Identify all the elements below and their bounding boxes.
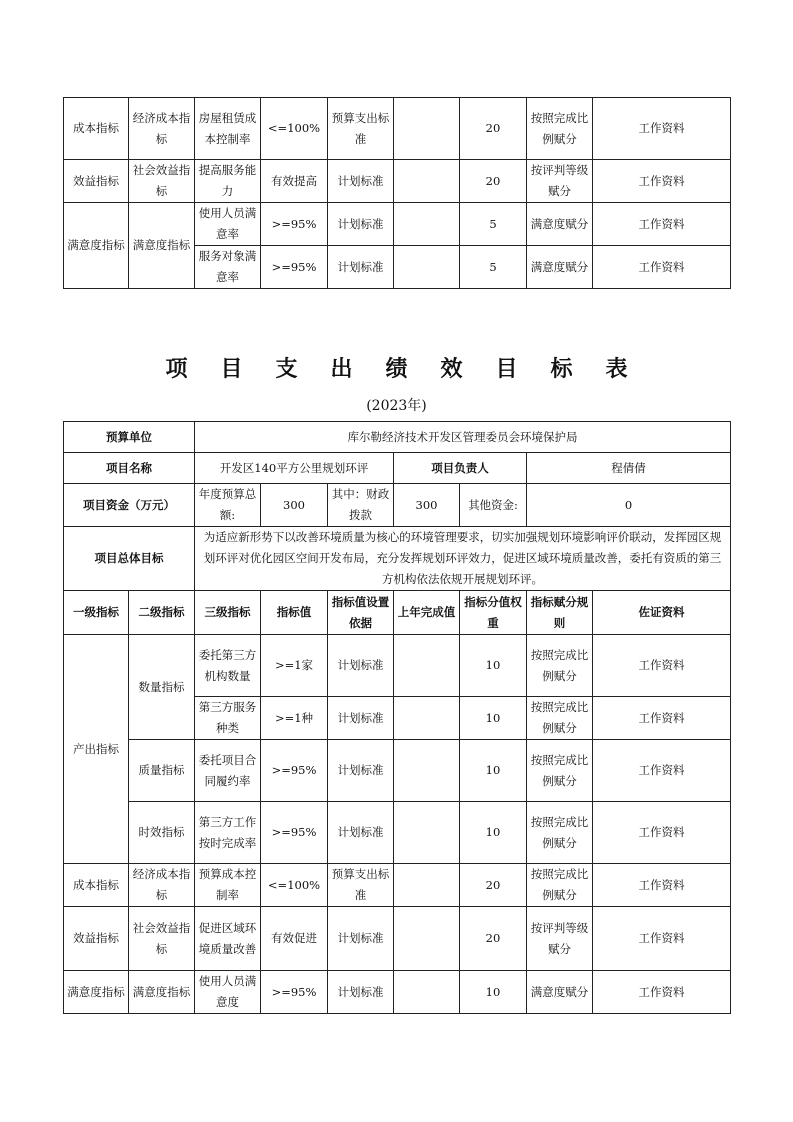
header-cell: 三级指标 (195, 591, 261, 635)
fiscal-value: 300 (394, 484, 460, 527)
cell: 第三方服务种类 (195, 697, 261, 740)
cell: 工作资料 (593, 246, 731, 289)
level2-cell: 数量指标 (129, 635, 195, 740)
cell: 工作资料 (593, 160, 731, 203)
header-cell: 指标值 (261, 591, 328, 635)
cell: >=95% (261, 802, 328, 864)
header-cell: 佐证资料 (593, 591, 731, 635)
table-row (64, 527, 731, 591)
cell: 满意度指标 (64, 971, 129, 1014)
cell: 工作资料 (593, 98, 731, 160)
cell: >=1家 (261, 635, 328, 697)
cell: 满意度赋分 (527, 971, 593, 1014)
cell: 使用人员满意度 (195, 971, 261, 1014)
cell: 效益指标 (64, 160, 129, 203)
cell: 10 (460, 697, 527, 740)
cell (394, 802, 460, 864)
header-cell: 指标分值权重 (460, 591, 527, 635)
level2-cell: 质量指标 (129, 740, 195, 802)
cell: 计划标准 (328, 907, 394, 971)
cell: 预算支出标准 (328, 864, 394, 907)
cell (394, 907, 460, 971)
level2-cell: 时效指标 (129, 802, 195, 864)
cell: 按照完成比例赋分 (527, 98, 593, 160)
table-row (64, 203, 731, 246)
cell: 效益指标 (64, 907, 129, 971)
cell (394, 971, 460, 1014)
cell: 满意度指标 (64, 203, 129, 289)
cell: 20 (460, 160, 527, 203)
cell (394, 246, 460, 289)
cell: 计划标准 (328, 740, 394, 802)
cell: 提高服务能力 (195, 160, 261, 203)
cell: >=95% (261, 971, 328, 1014)
cell (394, 98, 460, 160)
project-lead-label: 项目负责人 (394, 453, 527, 484)
funds-label: 项目资金（万元） (64, 484, 195, 527)
cell: 10 (460, 971, 527, 1014)
cell: 计划标准 (328, 802, 394, 864)
table-row (64, 160, 731, 203)
table-row (64, 635, 731, 697)
table-row (64, 453, 731, 484)
level1-cell: 产出指标 (64, 635, 129, 864)
table-row (64, 740, 731, 802)
table-row (64, 907, 731, 971)
goal-text: 为适应新形势下以改善环境质量为核心的环境管理要求，切实加强规划环境影响评价联动，发挥园区规划环评对优化园区空间开发布局，充分发挥规划环评效力，促进区域环境质量改善，委托有资质的第三方机构依法依规开展规划环评。 (195, 527, 731, 591)
cell: 委托第三方机构数量 (195, 635, 261, 697)
cell: 社会效益指标 (129, 907, 195, 971)
cell: >=95% (261, 246, 328, 289)
header-cell: 指标赋分规则 (527, 591, 593, 635)
cell: 工作资料 (593, 802, 731, 864)
cell: 计划标准 (328, 635, 394, 697)
annual-budget-value: 300 (261, 484, 328, 527)
cell: 满意度指标 (129, 203, 195, 289)
cell (394, 635, 460, 697)
continued-table (63, 97, 731, 289)
cell: 工作资料 (593, 203, 731, 246)
cell: 成本指标 (64, 864, 129, 907)
cell: 经济成本指标 (129, 864, 195, 907)
cell: 工作资料 (593, 907, 731, 971)
cell: 满意度赋分 (527, 246, 593, 289)
cell: 工作资料 (593, 740, 731, 802)
cell: 经济成本指标 (129, 98, 195, 160)
cell: <=100% (261, 98, 328, 160)
cell: >=95% (261, 740, 328, 802)
cell: 工作资料 (593, 697, 731, 740)
cell: 有效促进 (261, 907, 328, 971)
year-subtitle: (2023年) (366, 398, 427, 414)
cell: 20 (460, 864, 527, 907)
cell: 10 (460, 740, 527, 802)
cell: 按照完成比例赋分 (527, 740, 593, 802)
table-row (64, 484, 731, 527)
other-funds-label: 其他资金: (460, 484, 527, 527)
cell: 促进区域环境质量改善 (195, 907, 261, 971)
cell: 委托项目合同履约率 (195, 740, 261, 802)
cell (394, 160, 460, 203)
cell: 预算支出标准 (328, 98, 394, 160)
cell: 满意度赋分 (527, 203, 593, 246)
cell: 工作资料 (593, 971, 731, 1014)
cell: >=1种 (261, 697, 328, 740)
cell: 预算成本控制率 (195, 864, 261, 907)
table-row (64, 422, 731, 453)
cell: <=100% (261, 864, 328, 907)
cell: 10 (460, 635, 527, 697)
cell: >=95% (261, 203, 328, 246)
cell: 5 (460, 246, 527, 289)
cell: 计划标准 (328, 203, 394, 246)
fiscal-label: 其中：财政拨款 (328, 484, 394, 527)
budget-unit-value: 库尔勒经济技术开发区管理委员会环境保护局 (195, 422, 731, 453)
cell: 20 (460, 907, 527, 971)
cell: 按评判等级赋分 (527, 160, 593, 203)
cell: 计划标准 (328, 246, 394, 289)
cell: 5 (460, 203, 527, 246)
annual-budget-label: 年度预算总额: (195, 484, 261, 527)
header-cell: 二级指标 (129, 591, 195, 635)
other-funds-value: 0 (527, 484, 731, 527)
table-row (64, 971, 731, 1014)
table-row (64, 802, 731, 864)
header-cell: 指标值设置依据 (328, 591, 394, 635)
cell: 按照完成比例赋分 (527, 635, 593, 697)
page-title: 项目支出绩效目标表 (165, 357, 661, 382)
cell: 工作资料 (593, 864, 731, 907)
project-name-label: 项目名称 (64, 453, 195, 484)
cell: 社会效益指标 (129, 160, 195, 203)
cell: 服务对象满意率 (195, 246, 261, 289)
cell (394, 203, 460, 246)
cell: 第三方工作按时完成率 (195, 802, 261, 864)
cell (394, 740, 460, 802)
project-lead-value: 程倩倩 (527, 453, 731, 484)
header-cell: 上年完成值 (394, 591, 460, 635)
header-cell: 一级指标 (64, 591, 129, 635)
cell: 按照完成比例赋分 (527, 864, 593, 907)
cell: 成本指标 (64, 98, 129, 160)
project-name-value: 开发区140平方公里规划环评 (195, 453, 394, 484)
cell: 10 (460, 802, 527, 864)
cell: 计划标准 (328, 160, 394, 203)
budget-unit-label: 预算单位 (64, 422, 195, 453)
cell (394, 697, 460, 740)
cell: 有效提高 (261, 160, 328, 203)
cell: 满意度指标 (129, 971, 195, 1014)
cell: 按照完成比例赋分 (527, 802, 593, 864)
cell: 计划标准 (328, 971, 394, 1014)
header-row (64, 591, 731, 635)
cell (394, 864, 460, 907)
table-row (64, 98, 731, 160)
cell: 计划标准 (328, 697, 394, 740)
cell: 工作资料 (593, 635, 731, 697)
cell: 使用人员满意率 (195, 203, 261, 246)
cell: 20 (460, 98, 527, 160)
goal-label: 项目总体目标 (64, 527, 195, 591)
performance-table (63, 421, 731, 1014)
cell: 按评判等级赋分 (527, 907, 593, 971)
table-row (64, 864, 731, 907)
cell: 房屋租赁成本控制率 (195, 98, 261, 160)
cell: 按照完成比例赋分 (527, 697, 593, 740)
